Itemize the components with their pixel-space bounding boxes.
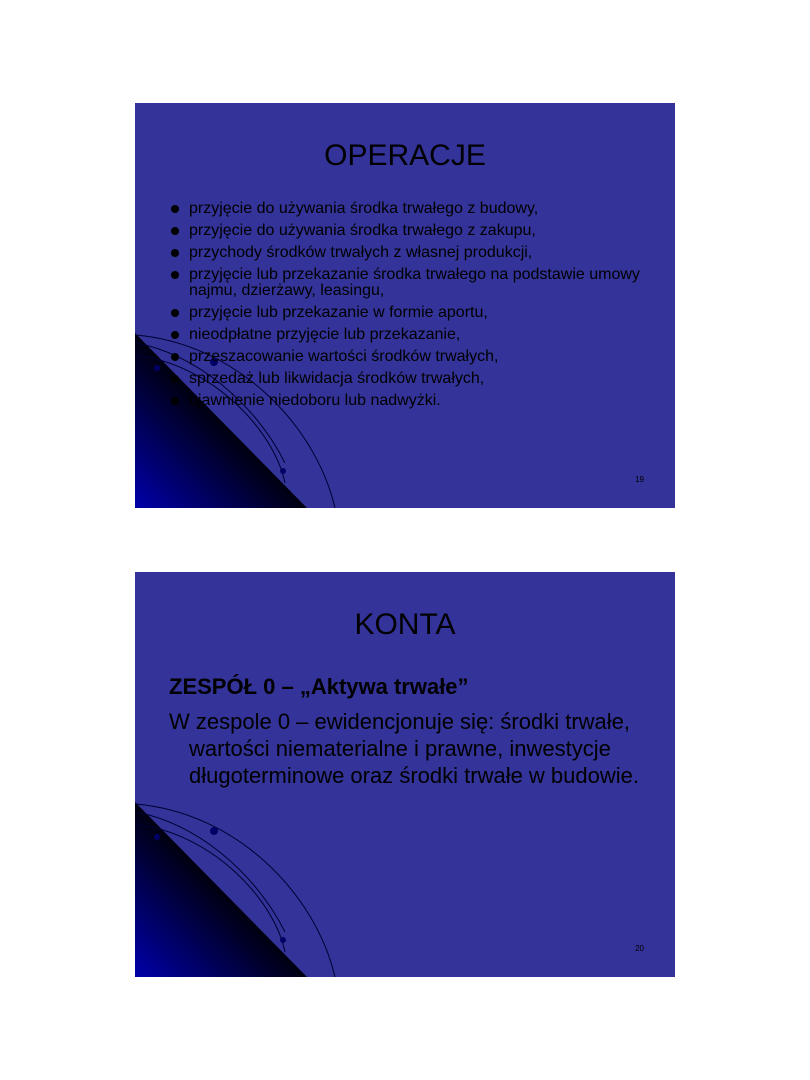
bullet-dot-icon <box>171 375 179 383</box>
corner-triangle <box>135 802 307 977</box>
corner-dot-3 <box>280 468 286 474</box>
section-body: W zespole 0 – ewidencjonuje się: środki trwałe, wartości niematerialne i prawne, inwestycje długoterminowe oraz środki trwałe w budowie. <box>169 709 639 788</box>
bullet-text: sprzedaż lub likwidacja środków trwałych, <box>189 370 485 387</box>
slide-operacje <box>135 103 675 508</box>
bullet-text: przyjęcie do używania środka trwałego z budowy, <box>189 200 539 217</box>
bullet-item <box>169 201 649 217</box>
bullet-text: przyjęcie do używania środka trwałego z zakupu, <box>189 222 536 239</box>
bullet-dot-icon <box>171 227 179 235</box>
bullet-text: przyjęcie lub przekazanie w formie aportu, <box>189 304 488 321</box>
bullet-text: nieodpłatne przyjęcie lub przekazanie, <box>189 326 461 343</box>
bullet-text: przyjęcie lub przekazanie środka trwałego na podstawie umowy najmu, dzierżawy, leasingu, <box>189 266 640 299</box>
slide-number: 19 <box>635 475 644 484</box>
bullet-dot-icon <box>171 331 179 339</box>
corner-dot-2 <box>154 834 160 840</box>
corner-dot-1 <box>210 827 218 835</box>
bullet-list <box>169 201 649 415</box>
bullet-text: przychody środków trwałych z własnej produkcji, <box>189 244 533 261</box>
bullet-dot-icon <box>171 309 179 317</box>
slide-konta <box>135 572 675 977</box>
bullet-dot-icon <box>171 271 179 279</box>
bullet-dot-icon <box>171 397 179 405</box>
bullet-dot-icon <box>171 353 179 361</box>
bullet-item <box>169 371 649 387</box>
slide-title: KONTA <box>354 608 456 641</box>
slide-number: 20 <box>635 944 644 953</box>
bullet-text: przeszacowanie wartości środków trwałych, <box>189 348 499 365</box>
bullet-dot-icon <box>171 249 179 257</box>
bullet-item <box>169 393 649 409</box>
slide-title: OPERACJE <box>324 139 486 172</box>
corner-dot-3 <box>280 937 286 943</box>
bullet-item <box>169 349 649 365</box>
bullet-item <box>169 327 649 343</box>
bullet-text: ujawnienie niedoboru lub nadwyżki. <box>189 392 441 409</box>
corner-dot-2 <box>154 365 160 371</box>
bullet-item <box>169 267 649 299</box>
section-heading: ZESPÓŁ 0 – „Aktywa trwałe” <box>169 674 469 699</box>
bullet-item <box>169 223 649 239</box>
bullet-dot-icon <box>171 205 179 213</box>
bullet-item <box>169 245 649 261</box>
bullet-item <box>169 305 649 321</box>
